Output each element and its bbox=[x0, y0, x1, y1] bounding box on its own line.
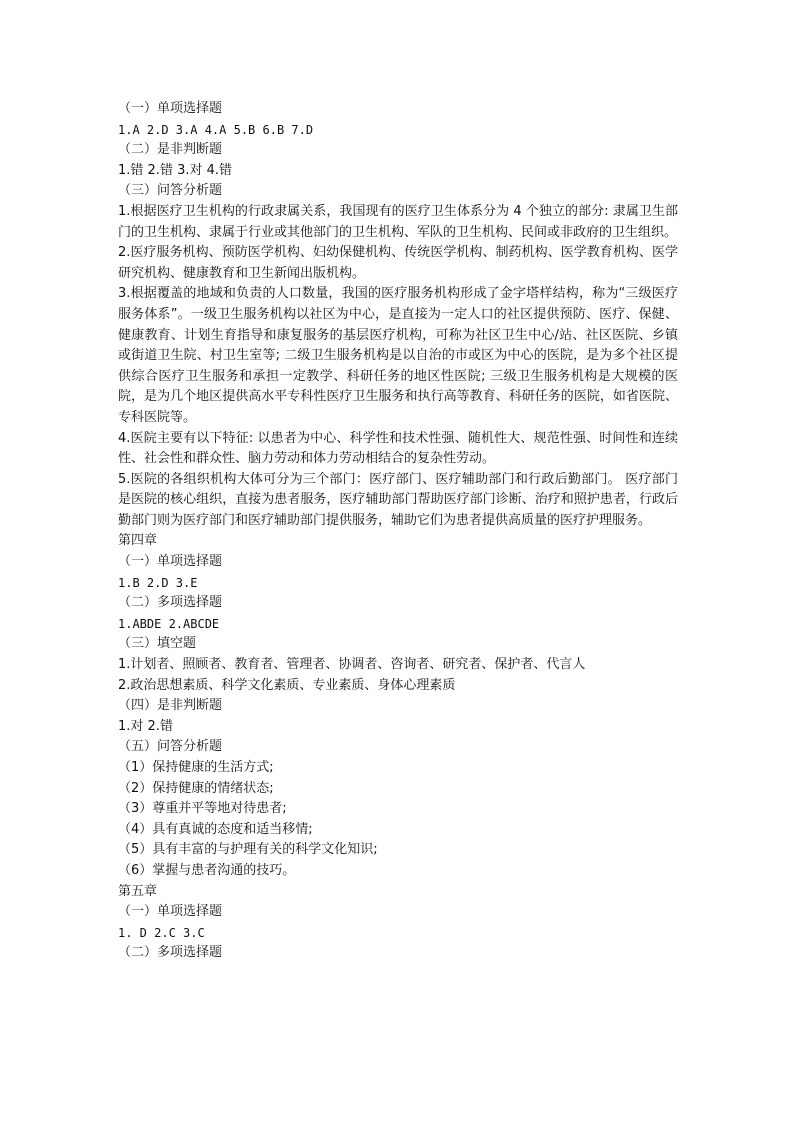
answer-paragraph: 3.根据覆盖的地域和负责的人口数量，我国的医疗服务机构形成了金字塔样结构，称为“三级医疗服务体系”。一级卫生服务机构以社区为中心，是直接为一定人口的社区提供预防、医疗、保健、健康教育、计划生育指导和康复服务的基层医疗机构，可称为社区卫生中心/站、社区医院、乡镇或街道卫生院、村卫生室等; 二级卫生服务机构是以自治的市或区为中心的医院，是为多个社区提供综合医疗卫生服务和承担一定教学、科研任务的地区性医院; 三级卫生服务机构是大规模的医院，是为几个地区提供高水平专科性医疗卫生服务和执行高等教育、科研任务的医院，如省医院、专科医院等。 bbox=[118, 286, 678, 425]
section-heading: （一）单项选择题 bbox=[118, 554, 223, 570]
section-heading: （五）问答分析题 bbox=[118, 739, 223, 755]
answer-item: （1）保持健康的生活方式; bbox=[118, 760, 274, 775]
answer-item: （3）尊重并平等地对待患者; bbox=[118, 801, 287, 817]
section-heading: （二）多项选择题 bbox=[118, 945, 223, 961]
answer-item: （4）具有真诚的态度和适当移情; bbox=[118, 821, 313, 837]
answer-paragraph: 4.医院主要有以下特征: 以患者为中心、科学性和技术性强、随机性大、规范性强、时间性和连续性、社会性和群众性、脑力劳动和体力劳动相结合的复杂性劳动。 bbox=[118, 430, 678, 467]
answer-line: 1.A 2.D 3.A 4.A 5.B 6.B 7.D bbox=[118, 122, 314, 137]
chapter-heading: 第五章 bbox=[118, 883, 158, 899]
answer-line: 1.ABDE 2.ABCDE bbox=[118, 616, 220, 631]
section-heading: （一）单项选择题 bbox=[118, 904, 223, 920]
chapter-heading: 第四章 bbox=[118, 533, 158, 549]
section-heading: （二）多项选择题 bbox=[118, 595, 223, 611]
section-heading: （一）单项选择题 bbox=[118, 101, 223, 116]
answer-line: 1.对 2.错 bbox=[118, 718, 173, 734]
answer-line: 1.错 2.错 3.对 4.错 bbox=[118, 162, 233, 178]
answer-paragraph: 1.根据医疗卫生机构的行政隶属关系，我国现有的医疗卫生体系分为 4 个独立的部分: 隶属卫生部门的卫生机构、隶属于行业或其他部门的卫生机构、军队的卫生机构、民间或非政府的卫生组织。 bbox=[118, 203, 678, 240]
answer-line: 2.政治思想素质、科学文化素质、专业素质、身体心理素质 bbox=[118, 677, 456, 693]
answer-line: 1.计划者、照顾者、教育者、管理者、协调者、咨询者、研究者、保护者、代言人 bbox=[118, 657, 586, 673]
section-heading: （三）填空题 bbox=[118, 636, 197, 652]
answer-paragraph: 5.医院的各组织机构大体可分为三个部门：医疗部门、医疗辅助部门和行政后勤部门。 医疗部门是医院的核心组织，直接为患者服务，医疗辅助部门帮助医疗部门诊断、治疗和照护患者，行政后勤部门则为医疗部门和医疗辅助部门提供服务，辅助它们为患者提供高质量的医疗护理服务。 bbox=[118, 471, 678, 528]
section-heading: （二）是非判断题 bbox=[118, 142, 223, 158]
answer-line: 1. D 2.C 3.C bbox=[118, 925, 205, 940]
answer-item: （5）具有丰富的与护理有关的科学文化知识; bbox=[118, 842, 378, 858]
answer-item: （6）掌握与患者沟通的技巧。 bbox=[118, 862, 296, 878]
section-heading: （四）是非判断题 bbox=[118, 698, 223, 714]
answer-item: （2）保持健康的情绪状态; bbox=[118, 780, 274, 796]
document-page bbox=[118, 99, 678, 964]
section-heading: （三）问答分析题 bbox=[118, 183, 223, 199]
answer-paragraph: 2.医疗服务机构、预防医学机构、妇幼保健机构、传统医学机构、制药机构、医学教育机构、医学研究机构、健康教育和卫生新闻出版机构。 bbox=[118, 245, 678, 281]
answer-line: 1.B 2.D 3.E bbox=[118, 575, 198, 590]
